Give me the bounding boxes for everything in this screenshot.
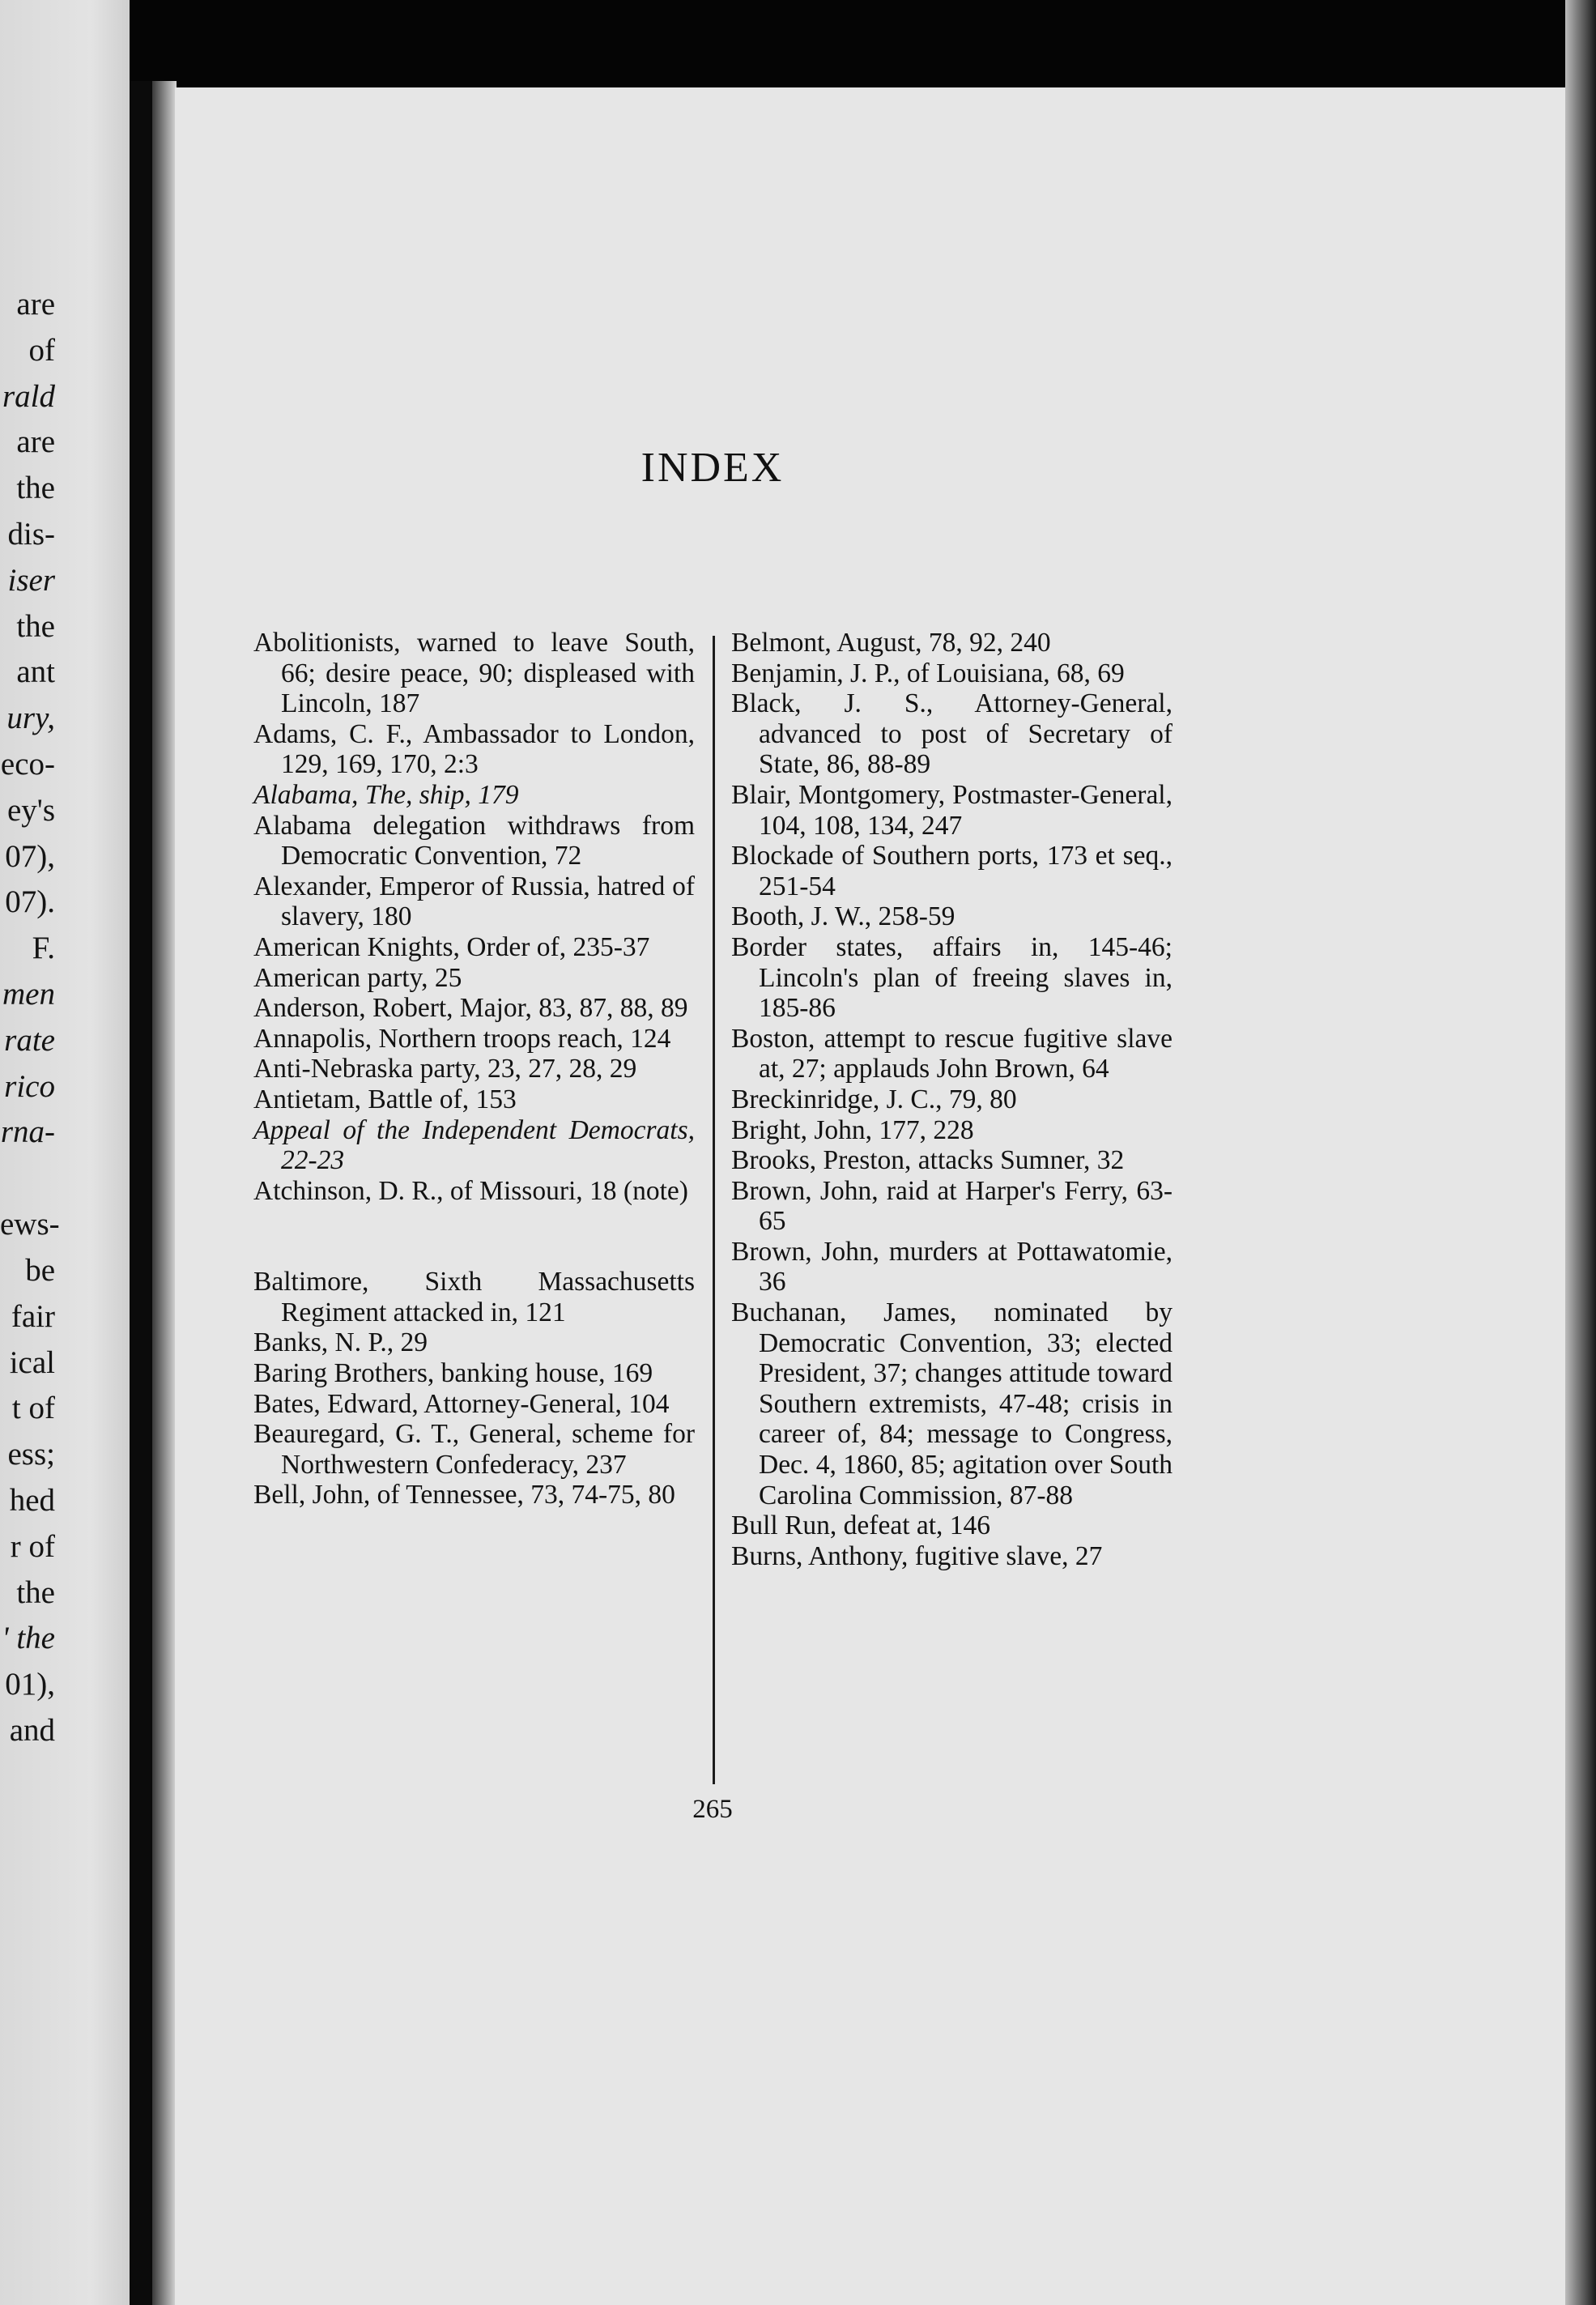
index-entry: Alabama delegation withdraws from Democratic Convention, 72	[253, 810, 695, 871]
previous-page-fragment-line: fair	[11, 1298, 55, 1334]
index-entry: Boston, attempt to rescue fugitive slave at, 27; applauds John Brown, 64	[731, 1023, 1173, 1084]
index-column-left	[253, 628, 695, 1510]
previous-page-fragment-line: 07),	[5, 838, 55, 874]
index-entry: Atchinson, D. R., of Missouri, 18 (note)	[253, 1175, 688, 1206]
gutter-shadow	[152, 81, 177, 2305]
previous-page-fragment-line: rald	[2, 378, 55, 414]
book-gutter	[130, 81, 152, 2305]
index-entry: Beauregard, G. T., General, scheme for Northwestern Confederacy, 237	[253, 1419, 695, 1480]
previous-page-fragment-line: the	[16, 471, 55, 506]
index-entry: Burns, Anthony, fugitive slave, 27	[731, 1540, 1103, 1571]
previous-page-fragment-line: 01),	[5, 1667, 55, 1702]
index-entry: Antietam, Battle of, 153	[253, 1084, 517, 1114]
index-entry: Booth, J. W., 258-59	[731, 901, 955, 932]
index-entry: Alabama, The, ship, 179	[253, 779, 519, 810]
previous-page-fragment-line: ical	[9, 1344, 55, 1380]
index-entry: Bright, John, 177, 228	[731, 1114, 974, 1145]
index-entry: Baring Brothers, banking house, 169	[253, 1358, 653, 1389]
previous-page-fragment-line: r of	[10, 1528, 55, 1564]
previous-page-fragment-line: be	[25, 1252, 55, 1288]
page-edge-shadow	[1565, 0, 1596, 2305]
index-entry: Belmont, August, 78, 92, 240	[731, 628, 1051, 658]
previous-page-fragment-line: iser	[7, 562, 55, 598]
index-column-right	[731, 628, 1173, 1571]
previous-page-fragment-line: ews-	[0, 1207, 60, 1242]
previous-page-fragment-line: rate	[4, 1022, 55, 1058]
previous-page-fragment-line: t of	[11, 1391, 55, 1426]
index-entry: Border states, affairs in, 145-46; Lincoln's plan of freeing slaves in, 185-86	[731, 931, 1173, 1024]
previous-page-fragment-line: and	[9, 1712, 55, 1748]
index-entry: Banks, N. P., 29	[253, 1327, 428, 1358]
index-entry: Blair, Montgomery, Postmaster-General, 104, 108, 134, 247	[731, 779, 1173, 841]
index-entry: Buchanan, James, nominated by Democratic Convention, 33; elected President, 37; changes attitude toward Southern extremists, 47-48; crisis in career of, 84; message to Congress, Dec. 4, 1860, 85; agitation over South Carolina Commission, 87-88	[731, 1297, 1173, 1510]
index-entry: Appeal of the Independent Democrats, 22-23	[253, 1114, 695, 1176]
previous-page-fragment-line: are	[16, 287, 55, 322]
previous-page-fragment-line: rico	[4, 1068, 55, 1104]
previous-page-fragment-line: of	[28, 332, 55, 368]
index-entry: Brooks, Preston, attacks Sumner, 32	[731, 1145, 1125, 1176]
previous-page-fragment-line: the	[16, 608, 55, 644]
index-entry: Black, J. S., Attorney-General, advanced to post of Secretary of State, 86, 88-89	[731, 688, 1173, 780]
index-entry: Adams, C. F., Ambassador to London, 129, 169, 170, 2:3	[253, 718, 695, 780]
index-entry: Brown, John, murders at Pottawatomie, 36	[731, 1236, 1173, 1297]
index-entry: Anderson, Robert, Major, 83, 87, 88, 89	[253, 993, 688, 1024]
index-entry: Bull Run, defeat at, 146	[731, 1510, 991, 1541]
previous-page-fragment-line: hed	[9, 1482, 55, 1518]
previous-page-fragment-line: ess;	[7, 1437, 55, 1472]
index-entry: Alexander, Emperor of Russia, hatred of slavery, 180	[253, 871, 695, 932]
index-entry: American Knights, Order of, 235-37	[253, 931, 650, 962]
column-divider	[713, 636, 715, 1784]
index-entry: Baltimore, Sixth Massachusetts Regiment attacked in, 121	[253, 1267, 695, 1327]
previous-page-fragment-line: ury,	[6, 701, 55, 736]
page-number: 265	[692, 1795, 733, 1824]
previous-page-fragment-line: eco-	[0, 746, 55, 782]
previous-page-fragment	[0, 0, 130, 2305]
previous-page-fragment-line: dis-	[7, 516, 55, 552]
index-entry: Bates, Edward, Attorney-General, 104	[253, 1388, 670, 1419]
index-entry: Brown, John, raid at Harper's Ferry, 63-65	[731, 1175, 1173, 1237]
previous-page-fragment-line: 07).	[5, 884, 55, 920]
index-entry: Anti-Nebraska party, 23, 27, 28, 29	[253, 1054, 637, 1084]
previous-page-fragment-line: ' the	[2, 1621, 55, 1656]
previous-page-fragment-line: the	[16, 1574, 55, 1610]
previous-page-fragment-line: ant	[16, 654, 55, 690]
index-entry: Benjamin, J. P., of Louisiana, 68, 69	[731, 658, 1125, 688]
index-entry: Abolitionists, warned to leave South, 66; desire peace, 90; displeased with Lincoln, 187	[253, 628, 695, 719]
previous-page-fragment-line: men	[2, 976, 55, 1012]
previous-page-text	[0, 282, 60, 1754]
previous-page-fragment-line: rna-	[0, 1114, 55, 1150]
previous-page-fragment-line: ey's	[6, 792, 55, 828]
index-entry: Annapolis, Northern troops reach, 124	[253, 1023, 671, 1054]
index-entry: Breckinridge, J. C., 79, 80	[731, 1084, 1017, 1114]
previous-page-fragment-line: are	[16, 424, 55, 460]
index-entry: Blockade of Southern ports, 173 et seq., 251-54	[731, 841, 1173, 901]
previous-page-fragment-line: F.	[32, 931, 55, 966]
page-title: INDEX	[641, 445, 785, 491]
index-entry: American party, 25	[253, 962, 462, 993]
index-entry: Bell, John, of Tennessee, 73, 74-75, 80	[253, 1480, 675, 1510]
